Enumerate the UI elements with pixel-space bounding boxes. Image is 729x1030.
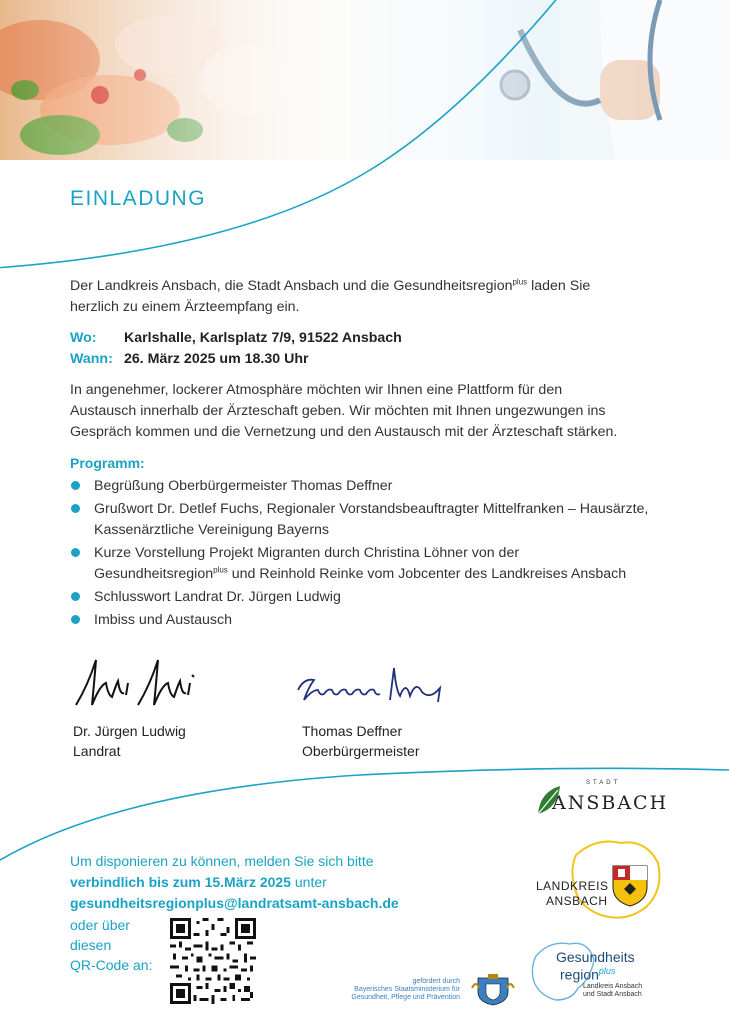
bullet-icon (71, 615, 80, 624)
registration-line-2: unter (290, 874, 327, 890)
signer-name: Thomas Deffner (302, 723, 403, 739)
coat-of-arms-icon (612, 865, 648, 907)
stadt-label: STADT (586, 780, 621, 786)
ministry-line-1: gefördert durch (412, 978, 460, 985)
paragraph-line-2: Austausch innerhalb der Ärzteschaft geben. Wir möchten mit Ihnen ungezwungen ins (70, 403, 606, 419)
qr-caption-line-1: oder über (70, 917, 130, 933)
bullet-icon (71, 592, 80, 601)
list-item (70, 499, 690, 541)
gr-subtitle (583, 983, 642, 999)
wo-label: Wo: (70, 330, 97, 346)
intro-line-2: herzlich zu einem Ärzteempfang ein. (70, 299, 300, 315)
gr-subtitle-line-1: Landkreis Ansbach (583, 983, 643, 990)
list-item (70, 476, 690, 497)
plus-superscript: plus (213, 565, 228, 575)
page-title: EINLADUNG (70, 187, 207, 210)
landkreis-name: ANSBACH (546, 894, 608, 908)
list-item-text: Grußwort Dr. Detlef Fuchs, Regionaler Vorstandsbeauftragter Mittelfranken – Hausärzte, (94, 501, 649, 517)
landkreis-label: LANDKREIS (536, 879, 609, 893)
qr-caption (70, 915, 152, 975)
wann-label: Wann: (70, 351, 113, 367)
stadt-ansbach-logo (536, 780, 669, 820)
intro-text (70, 276, 670, 318)
registration-text (70, 851, 490, 914)
ministry-credit (290, 978, 460, 1002)
bullet-icon (71, 481, 80, 490)
bullet-icon (71, 504, 80, 513)
list-item-text: Schlusswort Landrat Dr. Jürgen Ludwig (94, 589, 341, 605)
wo-value: Karlshalle, Karlsplatz 7/9, 91522 Ansbach (124, 330, 402, 346)
plus-superscript: plus (512, 277, 528, 287)
gr-label-1: Gesundheits (556, 949, 635, 965)
signature-block-deffner (302, 721, 420, 761)
bullet-icon (71, 548, 80, 557)
registration-deadline: verbindlich bis zum 15.März 2025 (70, 874, 291, 890)
description-paragraph (70, 380, 690, 443)
list-item-text: Kassenärztliche Vereinigung Bayerns (94, 522, 330, 538)
list-item (70, 543, 690, 585)
intro-line-1: Der Landkreis Ansbach, die Stadt Ansbach und die Gesundheitsregion (70, 278, 513, 294)
signer-role: Landrat (73, 743, 121, 759)
signer-role: Oberbürgermeister (302, 743, 420, 759)
signature-deffner (290, 660, 450, 720)
gr-subtitle-line-2: und Stadt Ansbach (583, 991, 642, 998)
event-details (70, 328, 670, 370)
qr-caption-line-3: QR-Code an: (70, 957, 153, 973)
bavarian-coat-of-arms-icon (470, 974, 516, 1006)
intro-line-1-end: laden Sie (527, 278, 591, 294)
stadt-name: ANSBACH (552, 792, 669, 814)
qr-caption-line-2: diesen (70, 937, 112, 953)
gr-label-2: region (560, 966, 599, 983)
wann-value: 26. März 2025 um 18.30 Uhr (124, 351, 309, 367)
ministry-line-2: Bayerisches Staatsministerium für (354, 986, 460, 993)
list-item-text: Imbiss und Austausch (94, 612, 233, 628)
list-item-text: und Reinhold Reinke vom Jobcenter des Landkreises Ansbach (227, 566, 627, 582)
registration-line-1: Um disponieren zu können, melden Sie sich bitte (70, 853, 374, 869)
list-item-text: Gesundheitsregion (94, 566, 214, 582)
programm-heading: Programm: (70, 455, 145, 471)
signer-name: Dr. Jürgen Ludwig (73, 723, 186, 739)
paragraph-line-1: In angenehmer, lockerer Atmosphäre möchten wir Ihnen eine Plattform für den (70, 382, 563, 398)
list-item-text: Kurze Vorstellung Projekt Migranten durch Christina Löhner von der (94, 545, 520, 561)
gr-plus: plus (598, 966, 616, 976)
gesundheitsregion-logo (528, 938, 658, 1008)
landkreis-ansbach-logo (530, 835, 670, 925)
registration-email-link[interactable]: gesundheitsregionplus@landratsamt-ansbach.de (70, 895, 399, 911)
signature-block-ludwig (73, 721, 186, 761)
list-item (70, 610, 690, 631)
list-item-text: Begrüßung Oberbürgermeister Thomas Deffner (94, 478, 393, 494)
paragraph-line-3: Gespräch kommen und die Vernetzung und den Austausch mit der Ärzteschaft stärken. (70, 424, 618, 440)
ministry-line-3: Gesundheit, Pflege und Prävention (351, 994, 460, 1001)
list-item (70, 587, 690, 608)
qr-code[interactable] (170, 918, 256, 1004)
signature-ludwig (66, 655, 206, 715)
programm-list (70, 476, 690, 633)
